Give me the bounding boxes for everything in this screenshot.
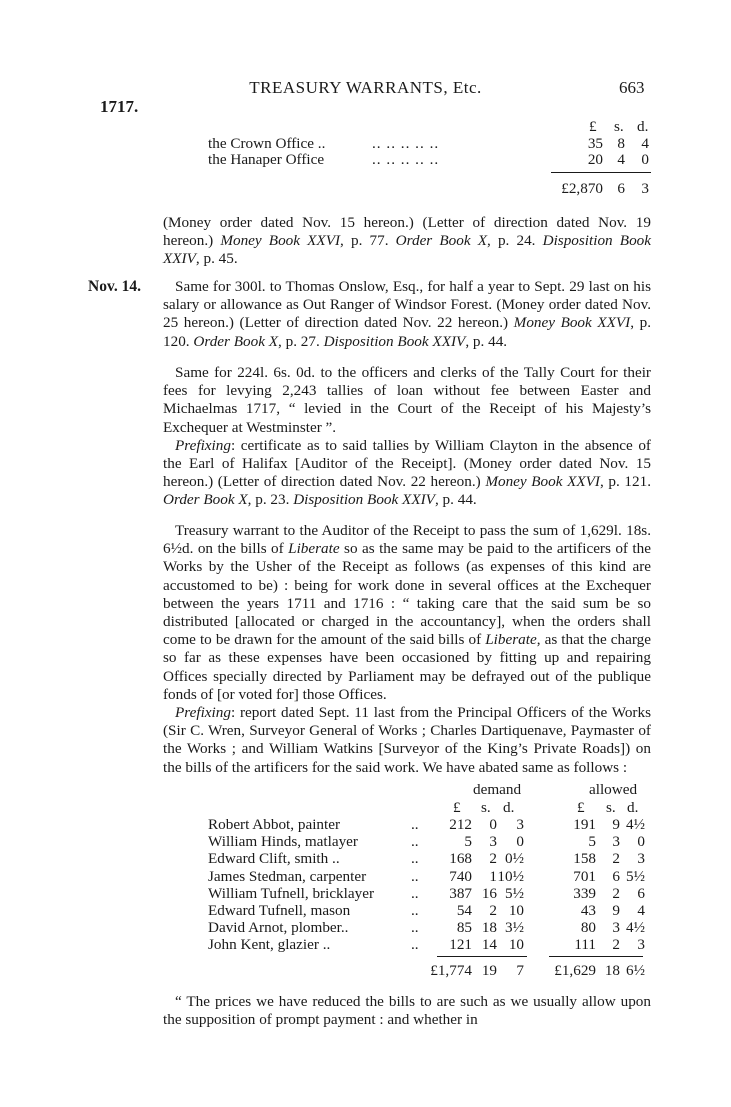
text: Same for 224l. 6s. 0d. to the officers and clerks of the Tally Court for their fees for levying 2,243 tallies of loan without fee between Easter and Michaelmas 1717, “ levied in the Court of the Receipt of his Majesty’s Exchequer at Westminster ”. <box>163 364 651 436</box>
text: , p. 23. <box>247 491 294 509</box>
page-number: 663 <box>619 78 645 97</box>
demand-pence: 0½ <box>505 850 524 868</box>
demand-total-pence: 7 <box>516 962 524 979</box>
prefixing-label: Prefixing <box>175 436 231 454</box>
artificer-name: Edward Clift, smith .. <box>208 850 340 868</box>
paragraph-3 <box>163 364 651 510</box>
col-head-pounds: £ <box>589 118 597 135</box>
allowed-shillings: 6 <box>612 867 620 885</box>
allowed-pence: 4½ <box>626 816 645 833</box>
row-dots: .. <box>411 936 419 954</box>
prefixing-label: Prefixing <box>175 704 231 722</box>
allowed-pounds: 701 <box>573 867 596 885</box>
allowed-total-pounds: £1,629 <box>554 962 596 979</box>
row-dots: .. <box>411 919 419 937</box>
citation: Liberate <box>485 631 537 649</box>
row-label: the Crown Office .. <box>208 135 326 152</box>
citation: Order Book X <box>395 232 487 250</box>
demand-shillings: 16 <box>481 884 497 902</box>
demand-total-rule <box>437 956 527 957</box>
allowed-pence: 3 <box>637 936 645 954</box>
allowed-shillings: 9 <box>612 902 620 919</box>
allowed-shillings: 2 <box>612 884 620 902</box>
demand-pence: 5½ <box>505 884 524 902</box>
row-dots: .. <box>411 867 419 885</box>
citation: Order Book X <box>193 332 279 350</box>
row-dots: .. <box>411 833 419 851</box>
demand-pence: 0 <box>516 833 524 851</box>
citation: Disposition Book XXIV <box>293 491 435 509</box>
allowed-pounds: 191 <box>573 816 596 833</box>
demand-pounds: 121 <box>449 936 472 954</box>
allowed-pence: 3 <box>637 850 645 868</box>
row-dots: .. .. .. .. .. <box>372 135 440 152</box>
demand-pounds: 740 <box>449 867 472 885</box>
row-shillings: 4 <box>617 151 625 168</box>
demand-pounds: 387 <box>449 884 472 902</box>
col-head-pence: d. <box>627 799 639 816</box>
demand-shillings: 14 <box>481 936 497 954</box>
col-head-pounds: £ <box>577 799 585 816</box>
demand-pounds: 54 <box>456 902 472 919</box>
paragraph-1 <box>163 214 651 269</box>
demand-pounds: 212 <box>449 816 472 833</box>
total-rule <box>551 172 651 173</box>
citation: Disposition Book XXIV <box>323 332 466 350</box>
demand-shillings: 1 <box>489 867 497 885</box>
demand-pence: 3½ <box>505 919 524 937</box>
text: , p. 45. <box>195 250 238 268</box>
artificer-name: Edward Tufnell, mason <box>208 902 351 919</box>
demand-shillings: 3 <box>489 833 497 851</box>
allowed-total-rule <box>549 956 643 957</box>
citation: Order Book X <box>163 491 248 509</box>
demand-shillings: 18 <box>481 919 497 937</box>
row-dots: .. <box>411 884 419 902</box>
text: , p. 121. <box>600 473 652 491</box>
allowed-pence: 6 <box>637 884 645 902</box>
allowed-shillings: 3 <box>612 833 620 851</box>
margin-year: 1717. <box>100 97 139 116</box>
paragraph-2 <box>163 278 651 351</box>
row-pounds: 20 <box>587 151 603 168</box>
paragraph-4 <box>163 522 651 777</box>
text: : report dated Sept. 11 last from the Principal Officers of the Works (Sir C. Wren, Surveyor General of Works ; Charles Dartiquenave, Paymaster of the Works ; and William Watkins [Surveyor of the King’s Private Roads]) on the bills of the artificers for the said work. We have abated same as follows : <box>163 704 651 776</box>
col-head-shillings: s. <box>614 118 624 135</box>
text: so as the same may be paid to the artificers of the Works by the Usher of the Receipt as follows (as expenses of this kind are accustomed to be) : being for work done in several offices at the Exchequer between the years 1711 and 1716 : “ taking care that the said sum be so distributed [allocated or charged in the accountancy], when the orders shall come to be drawn for the amount of the said bills of <box>163 540 651 649</box>
allowed-pounds: 80 <box>580 919 596 937</box>
row-pounds: 35 <box>587 135 603 152</box>
allowed-shillings: 2 <box>612 936 620 954</box>
row-label: the Hanaper Office <box>208 151 325 168</box>
citation: Money Book XXVI <box>513 314 631 332</box>
row-pence: 4 <box>641 135 649 152</box>
text: Same for 300l. to Thomas Onslow, Esq., for half a year to Sept. 29 last on his salary or allowance as Out Ranger of Windsor Forest. (Money order dated Nov. 25 hereon.) (Letter of direction dated Nov. 22 hereon.) <box>163 278 651 332</box>
artificer-name: Robert Abbot, painter <box>208 816 341 833</box>
artificer-name: William Tufnell, bricklayer <box>208 884 375 902</box>
allowed-pence: 0 <box>637 833 645 851</box>
text: , p. 77. <box>340 232 396 250</box>
col-head-shillings: s. <box>606 799 616 816</box>
demand-pounds: 5 <box>464 833 472 851</box>
col-head-pence: d. <box>503 799 515 816</box>
text: , p. 44. <box>434 491 477 509</box>
text: : certificate as to said tallies by William Clayton in the absence of the Earl of Halifax [Auditor of the Receipt]. (Money order dated Nov. 15 hereon.) (Letter of direction dated Nov. 22 hereon.) <box>163 436 651 491</box>
allowed-total-pence: 6½ <box>626 962 645 979</box>
col-head-shillings: s. <box>481 799 491 816</box>
text: , p. 120. <box>163 314 651 350</box>
citation: Money Book XXVI <box>485 473 600 491</box>
row-dots: .. <box>411 816 419 833</box>
artificer-name: John Kent, glazier .. <box>208 936 331 954</box>
citation: Disposition Book XXIV <box>163 232 652 268</box>
total-shillings: 6 <box>617 180 625 197</box>
citation: Money Book XXVI <box>220 232 341 250</box>
allowed-pounds: 339 <box>573 884 596 902</box>
row-pence: 0 <box>641 151 649 168</box>
margin-date: Nov. 14. <box>88 278 141 295</box>
demand-shillings: 2 <box>489 850 497 868</box>
running-title: TREASURY WARRANTS, Etc. <box>249 78 482 97</box>
text: Treasury warrant to the Auditor of the Receipt to pass the sum of 1,629l. 18s. 6½d. on the bills of <box>163 522 651 558</box>
allowed-pounds: 111 <box>574 936 596 954</box>
demand-pence: 10 <box>508 936 524 954</box>
total-pence: 3 <box>641 180 649 197</box>
allowed-shillings: 2 <box>612 850 620 868</box>
demand-pence: 10½ <box>497 867 524 885</box>
allowed-total-shillings: 18 <box>604 962 620 979</box>
allowed-shillings: 3 <box>612 919 620 937</box>
row-dots: .. <box>411 850 419 868</box>
artificer-name: William Hinds, matlayer <box>208 833 358 851</box>
demand-total-pounds: £1,774 <box>430 962 472 979</box>
allowed-pounds: 43 <box>580 902 596 919</box>
allowed-pounds: 158 <box>573 850 596 868</box>
demand-pence: 3 <box>516 816 524 833</box>
allowed-shillings: 9 <box>612 816 620 833</box>
demand-pounds: 85 <box>456 919 472 937</box>
col-head-pounds: £ <box>453 799 461 816</box>
allowed-pence: 5½ <box>626 867 645 885</box>
demand-total-shillings: 19 <box>481 962 497 979</box>
demand-pence: 10 <box>508 902 524 919</box>
col-head-pence: d. <box>637 118 649 135</box>
allowed-header: allowed <box>589 781 638 798</box>
demand-pounds: 168 <box>449 850 472 868</box>
text: , p. 27. <box>278 332 324 350</box>
allowed-pounds: 5 <box>588 833 596 851</box>
text: , p. 24. <box>487 232 543 250</box>
text: (Money order dated Nov. 15 hereon.) (Letter of direction dated Nov. 19 hereon.) <box>163 214 651 250</box>
row-dots: .. <box>411 902 419 919</box>
paragraph-5 <box>163 993 651 1029</box>
citation: Liberate <box>288 540 340 558</box>
demand-shillings: 2 <box>489 902 497 919</box>
allowed-pence: 4½ <box>626 919 645 937</box>
artificer-name: James Stedman, carpenter <box>208 867 367 885</box>
text: “ The prices we have reduced the bills to are such as we usually allow upon the supposition of prompt payment : and whether in <box>163 993 651 1029</box>
row-shillings: 8 <box>617 135 625 152</box>
row-dots: .. .. .. .. .. <box>372 151 440 168</box>
artificer-name: David Arnot, plomber.. <box>208 919 349 937</box>
demand-shillings: 0 <box>489 816 497 833</box>
text: , p. 44. <box>465 332 508 350</box>
total-pounds: £2,870 <box>561 180 603 197</box>
text: , as that the charge so far as these expenses have been occasioned by fitting up and repairing Offices specially directed by Parliament may be defrayed out of the publique fonds of [or voted for] those Offices. <box>163 631 651 703</box>
demand-header: demand <box>473 781 522 798</box>
allowed-pence: 4 <box>637 902 645 919</box>
